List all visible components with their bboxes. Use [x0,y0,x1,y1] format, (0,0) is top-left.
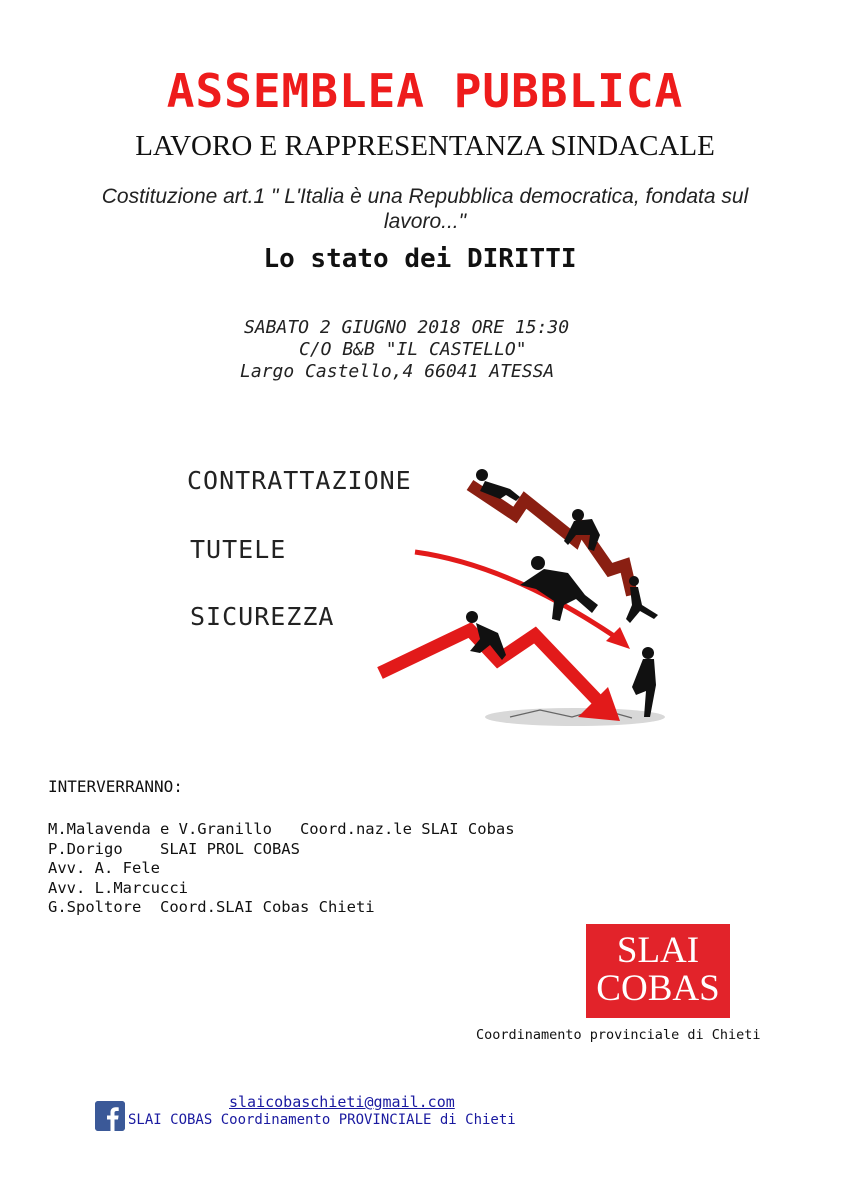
figure-body [564,519,600,551]
constitution-quote-line-1: Costituzione art.1 " L'Italia è una Repubblica democratica, fondata sul [101,185,749,208]
figure-body [626,587,658,623]
logo-line-1: SLAI [616,930,700,971]
coordination-label: Coordinamento provinciale di Chieti [476,1027,761,1043]
label-contrattazione: CONTRATTAZIONE [187,466,412,495]
decline-illustration [180,455,680,745]
page-subtitle: LAVORO E RAPPRESENTANZA SINDACALE [135,130,715,162]
constitution-quote [55,184,795,234]
figure-head [531,556,545,570]
figure-head [572,509,584,521]
label-tutele: TUTELE [190,535,287,564]
highlight-heading: Lo stato dei DIRITTI [263,244,577,274]
event-details [0,317,850,383]
constitution-quote-line-2: lavoro..." [383,210,467,233]
event-date-time: SABATO 2 GIUGNO 2018 ORE 15:30 [244,317,570,338]
figure-body [520,569,598,621]
facebook-page-link[interactable]: SLAI COBAS Coordinamento PROVINCIALE di Chieti [128,1112,516,1128]
figure-head [476,469,488,481]
figure-body [632,659,656,717]
thin-red-arrow-line [415,552,620,640]
speakers-list [48,820,515,918]
speaker-line: G.Spoltore Coord.SLAI Cobas Chieti [48,898,375,916]
email-link[interactable]: slaicobaschieti@gmail.com [229,1093,455,1111]
figure-head [642,647,654,659]
logo-line-2: COBAS [596,968,720,1009]
figure-head [466,611,478,623]
speakers-heading: INTERVERRANNO: [48,777,183,796]
event-venue: C/O B&B "IL CASTELLO" [299,339,527,360]
figure-head [629,576,639,586]
facebook-icon[interactable] [95,1101,125,1131]
event-address: Largo Castello,4 66041 ATESSA [240,361,555,382]
slai-cobas-logo [586,924,730,1018]
label-sicurezza: SICUREZZA [190,602,335,631]
speaker-line: Avv. A. Fele [48,859,160,877]
speaker-line: M.Malavenda e V.Granillo Coord.naz.le SLAI Cobas [48,820,515,838]
speaker-line: P.Dorigo SLAI PROL COBAS [48,839,300,858]
page-title: ASSEMBLEA PUBBLICA [166,64,684,118]
speaker-line: Avv. L.Marcucci [48,878,188,897]
